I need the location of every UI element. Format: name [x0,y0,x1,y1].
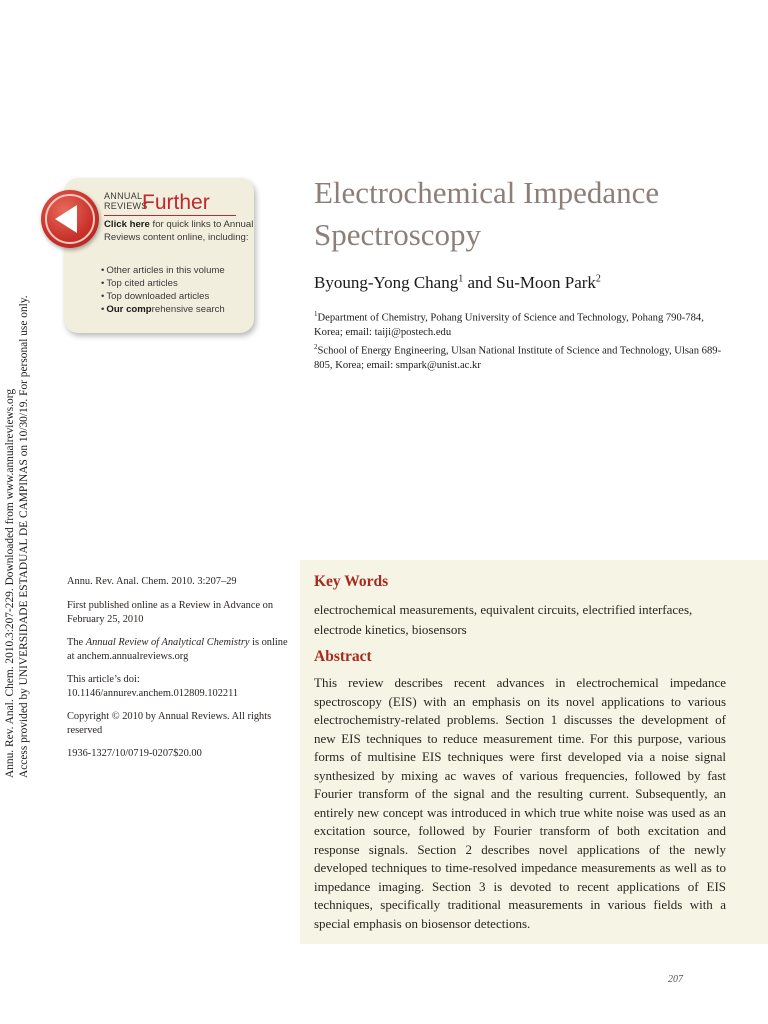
further-intro: Click here for quick links to Annual Reviews content online, including: [104,219,254,243]
article-doi: This article’s doi: 10.1146/annurev.anchem.012809.102211 [67,674,239,699]
stamp-line-2: Access provided by UNIVERSIDADE ESTADUAL DE CAMPINAS on 10/30/19. For personal use only. [18,295,30,778]
further-links [101,264,251,316]
further-divider [104,215,236,216]
keywords-heading: Key Words [314,573,389,590]
affiliation-2: $^2$School of Energy Engineering, Ulsan National Institute of Science and Technology, Ulsan 689-805, Korea; email: smpark@unist.ac.kr [314,343,722,372]
stamp-line-1: Annu. Rev. Anal. Chem. 2010.3:207-229. Downloaded from www.annualreviews.org [4,388,16,778]
journal-online: The Annual Review of Analytical Chemistry is online at anchem.annualreviews.org [67,637,288,662]
affiliation-1: $^1$Department of Chemistry, Pohang University of Science and Technology, Pohang 790-784, Korea; email: taiji@postech.edu [314,310,704,339]
back-arrow-icon[interactable] [41,190,99,248]
abstract-heading: Abstract [314,648,372,665]
abstract-text: This review describes recent advances in electrochemical impedance spectroscopy (EIS) with an emphasis on its novel applications to various electrochemistry-related problems. Section 1 discusses the development of new EIS techniques to reduce measurement time. For this purpose, various forms of multisine EIS techniques were first developed via a noise signal synthesized by mixing ac waves of various frequencies, followed by fast Fourier transform of the signal and the resulting current. Subsequently, an entirely new concept was introduced in which true white noise was used as an excitation source, followed by Fourier transform of both excitation and response signals. Section 2 describes novel applications of the newly developed techniques to time-resolved impedance measurements as well as to impedance imaging. Section 3 is devoted to recent applications of EIS techniques, specifically traditional measurements in various fields with a special emphasis on biosensor detections. [314,675,726,931]
click-here-link[interactable]: Click here [104,219,150,230]
further-logo-word: Further [142,191,210,214]
citation: Annu. Rev. Anal. Chem. 2010. 3:207–29 [67,576,237,587]
further-link-this-volume[interactable]: • Other articles in this volume [101,264,251,277]
keywords-text: electrochemical measurements, equivalent circuits, electrified interfaces, electrode kinetics, biosensors [314,602,693,637]
access-stamp [3,218,31,778]
article-authors: Byoung-Yong Chang$^1$ and Su-Moon Park$^2$ [314,273,601,292]
further-link-top-cited[interactable]: • Top cited articles [101,277,251,290]
further-link-top-downloaded[interactable]: • Top downloaded articles [101,290,251,303]
copyright: Copyright © 2010 by Annual Reviews. All rights reserved [67,711,272,736]
first-published: First published online as a Review in Advance on February 25, 2010 [67,600,274,625]
issn: 1936-1327/10/0719-0207$20.00 [67,748,202,759]
annual-reviews-logo: ANNUAL REVIEWS [104,191,148,211]
further-link-search[interactable]: • Our comprehensive search [101,303,251,316]
page-number: 207 [668,974,683,985]
article-title: Electrochemical Impedance Spectroscopy [314,175,660,252]
